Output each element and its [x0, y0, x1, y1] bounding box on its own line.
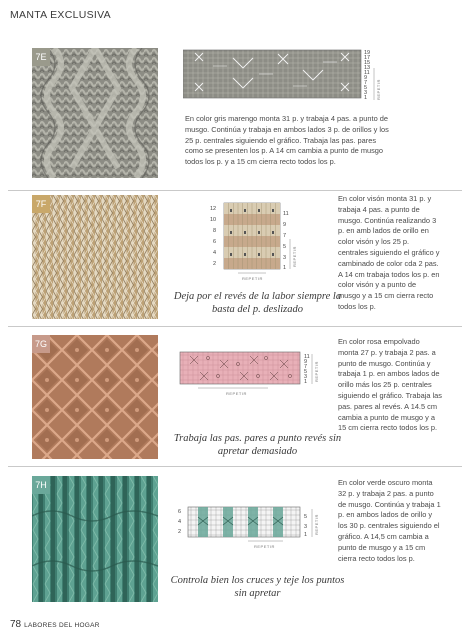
swatch-photo-7g	[32, 335, 158, 459]
instructions-7f: En color visón monta 31 p. y trabaja 4 pas. a punto de musgo. Continúa realizando 3 p. en amb lados de orillo en color visón y los 25 p. centrales siguiendo el gráfico y cambinado de color cda 2 pas. A 14 cm trabaja todos los p. en color visón y a punto de musgo y a 15 cm cierra recto todos los p.	[338, 194, 440, 311]
chart-row-number: 7	[364, 80, 368, 86]
tip-quote-7g: Trabaja las pas. pares a punto revés sin apretar demasiado	[173, 433, 342, 457]
magazine-name: LABORES DEL HOGAR	[24, 622, 100, 629]
chart-row-number: 1	[364, 95, 368, 101]
chart-row-number: 1	[304, 532, 308, 538]
chart-row-number: 3	[304, 524, 308, 530]
chart-row-number: 9	[283, 222, 287, 228]
chart-row-number: 13	[364, 65, 371, 71]
chart-row-number: 2	[178, 529, 182, 535]
section-divider	[8, 466, 462, 467]
chart-row-number: 9	[304, 359, 308, 365]
chart-row-number: 17	[364, 55, 371, 61]
repeat-label: REPETIR	[376, 79, 381, 100]
chart-row-number: 1	[304, 379, 308, 385]
chart-row-number: 10	[210, 217, 217, 223]
page-footer	[10, 619, 100, 630]
knitting-chart-7f	[208, 201, 333, 291]
knitting-chart-7e	[183, 48, 398, 110]
knitting-chart-7h	[176, 505, 326, 557]
chart-row-number: 7	[304, 364, 308, 370]
swatch-tag-7e: 7E	[32, 48, 50, 66]
tip-quote-7h: Controla bien los cruces y teje los puntos sin apretar	[170, 575, 345, 599]
chart-row-number: 7	[283, 233, 287, 239]
instructions-7e: En color gris marengo monta 31 p. y trabaja 4 pas. a punto de musgo. Continúa y trabaja en ambos lados 3 p. de orillos y los 25 p. centrales siguiendo el gráfico. Trabaja las pas. pares como se presenten los p. A 14 cm cambia a punto de musgo todos los p. y a 15 cm cierra recto todos los p.	[185, 114, 389, 167]
repeat-label: REPETIR	[314, 514, 319, 535]
repeat-label: REPETIR	[314, 361, 319, 382]
swatch-tag-7h: 7H	[32, 476, 50, 494]
chart-row-number: 9	[364, 75, 368, 81]
knitting-chart-7g	[178, 350, 338, 412]
swatch-photo-7e	[32, 48, 158, 178]
chart-row-number: 11	[364, 70, 370, 76]
repeat-label: REPETIR	[226, 391, 247, 396]
chart-row-number: 3	[364, 90, 368, 96]
page-header: MANTA EXCLUSIVA	[10, 9, 111, 21]
repeat-label: REPETIR	[292, 246, 297, 267]
chart-row-number: 12	[210, 206, 217, 212]
repeat-label: REPETIR	[242, 276, 263, 281]
instructions-7h: En color verde oscuro monta 32 p. y trabaja 2 pas. a punto de musgo. Continúa y trabaja 1 p. en ambos lados de orillo y los 30 p. centrales siguiendo el gráfico. A 14,5 cm cambia a punto de musgo y a 15 cm cierra recto todos los p.	[338, 478, 441, 563]
instructions-7g: En color rosa empolvado monta 27 p. y trabaja 2 pas. a punto de musgo. Continúa y trabaja 1 p. en ambos lados de orillo más los 25 p. centrales siguiendo el gráfico. Trabaja las pas. pares al revés. A 14.5 cm cambia a punto de musgo y a 15 cm cierra recto todos los p.	[338, 337, 442, 433]
chart-row-number: 5	[304, 369, 308, 375]
page-number: 78	[10, 619, 22, 630]
chart-row-number: 4	[178, 519, 182, 525]
chart-row-number: 6	[213, 239, 217, 245]
swatch-tag-7f: 7F	[32, 195, 50, 213]
chart-row-number: 4	[213, 250, 217, 256]
chart-row-number: 19	[364, 50, 371, 56]
chart-row-number: 11	[283, 211, 289, 217]
chart-row-number: 5	[283, 244, 287, 250]
chart-row-number: 5	[364, 85, 368, 91]
chart-row-number: 8	[213, 228, 217, 234]
chart-row-number: 3	[283, 255, 287, 261]
chart-row-number: 2	[213, 261, 217, 267]
tip-quote-7f: Deja por el revés de la labor siempre la basta del p. deslizado	[173, 291, 342, 315]
repeat-label: REPETIR	[254, 544, 275, 549]
chart-row-number: 1	[283, 265, 287, 271]
swatch-tag-7g: 7G	[32, 335, 50, 353]
section-divider	[8, 326, 462, 327]
swatch-photo-7f	[32, 195, 158, 319]
chart-row-number: 3	[304, 374, 308, 380]
chart-row-number: 5	[304, 514, 308, 520]
swatch-photo-7h	[32, 476, 158, 602]
chart-row-number: 11	[304, 354, 310, 360]
section-divider	[8, 190, 462, 191]
chart-row-number: 15	[364, 60, 371, 66]
chart-row-number: 6	[178, 509, 182, 515]
